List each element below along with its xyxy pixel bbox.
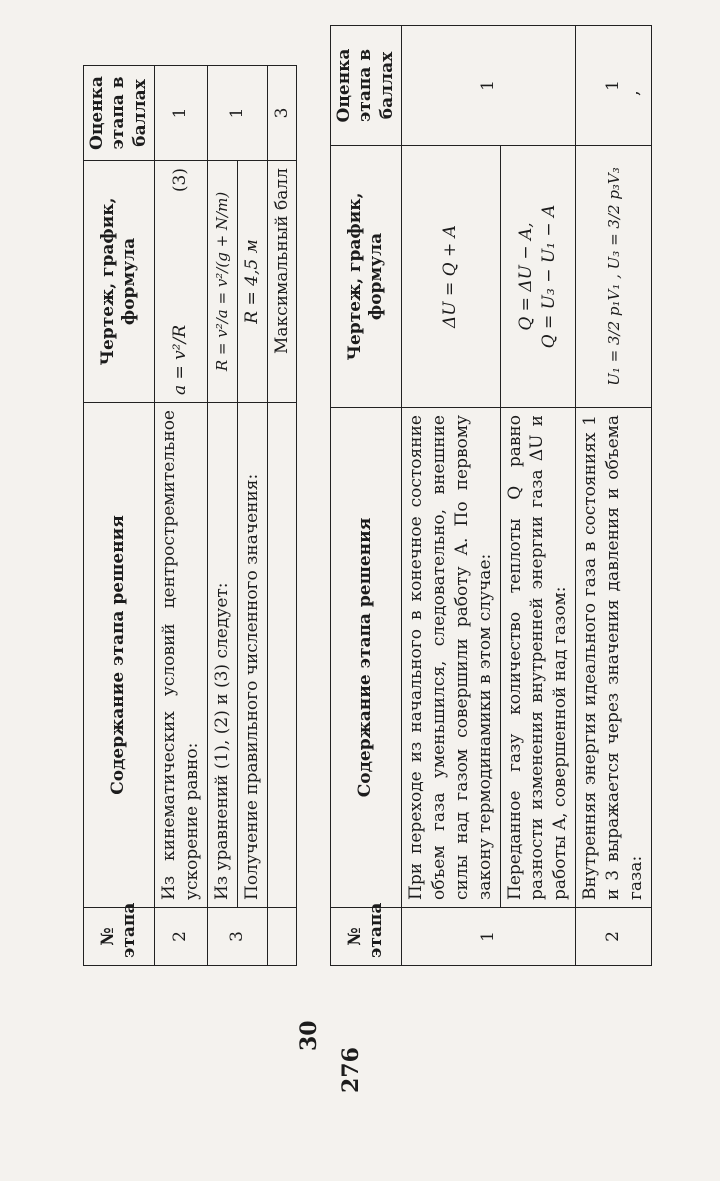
stray-mark: , (622, 90, 643, 96)
formula-line: Q = U₃ − U₁ − A (538, 204, 559, 349)
header-stage: № этапа (84, 908, 155, 966)
header-score: Оценка этапа в баллах (331, 26, 402, 146)
formula-line: Q = ΔU − A, (515, 222, 536, 331)
header-score: Оценка этапа в баллах (84, 66, 155, 161)
equation-number: (3) (170, 168, 191, 193)
formula-cell: R = 4,5 м (237, 161, 267, 403)
stage-cell: 2 (154, 908, 207, 966)
max-score-label: Максимальный балл (267, 161, 297, 403)
content-cell: Из уравнений (1), (2) и (3) следует: (207, 403, 237, 908)
stage-cell: 1 (401, 908, 576, 966)
table-row (576, 26, 652, 966)
stage-cell: 3 (207, 908, 267, 966)
section-number: 30 (296, 1020, 322, 1051)
header-formula: Чертеж, график, формула (331, 146, 402, 408)
score-cell: 1 (207, 66, 267, 161)
header-content: Содержание этапа решения (84, 403, 155, 908)
table-header-row (84, 66, 155, 966)
content-cell: Переданное газу количество теплоты Q равно разности изменения внутренней энергии газа ΔU и работы A, совершенной над газом: (500, 408, 576, 908)
grading-table-1 (83, 65, 297, 966)
page-number: 276 (338, 1047, 364, 1093)
empty-cell (267, 908, 297, 966)
table-row (237, 66, 267, 966)
max-score-row (267, 66, 297, 966)
formula-cell: U₁ = 3/2 p₁V₁ , U₃ = 3/2 p₃V₃ (576, 146, 652, 408)
table-row (154, 66, 207, 966)
header-content: Содержание этапа решения (331, 408, 402, 908)
score-cell: 1 (576, 26, 652, 146)
formula-cell: R = v²/a = v²/(g + N/m) (207, 161, 237, 403)
table-header-row (331, 26, 402, 966)
formula-cell: ΔU = Q + A (401, 146, 500, 408)
formula-text: a = v²/R (170, 324, 191, 395)
header-formula: Чертеж, график, формула (84, 161, 155, 403)
score-cell: 1 (154, 66, 207, 161)
content-cell: Внутренняя энергия идеального газа в состояниях 1 и 3 выражается через значения давления и объема газа: (576, 408, 652, 908)
stage-cell: 2 (576, 908, 652, 966)
max-score-value: 3 (267, 66, 297, 161)
content-cell: Получение правильного численного значения: (237, 403, 267, 908)
grading-table-2 (330, 25, 652, 966)
table-row (207, 66, 237, 966)
table-row (401, 26, 500, 966)
content-cell: Из кинематических условий центростремительное ускорение равно: (154, 403, 207, 908)
empty-cell (267, 403, 297, 908)
header-stage: № этапа (331, 908, 402, 966)
content-cell: При переходе из начального в конечное состояние объем газа уменьшился, следовательно, внешние силы над газом совершили работу A. По первому закону термодинамики в этом случае: (401, 408, 500, 908)
table-row (500, 26, 576, 966)
score-cell: 1 (401, 26, 576, 146)
formula-cell (500, 146, 576, 408)
formula-cell (154, 161, 207, 403)
